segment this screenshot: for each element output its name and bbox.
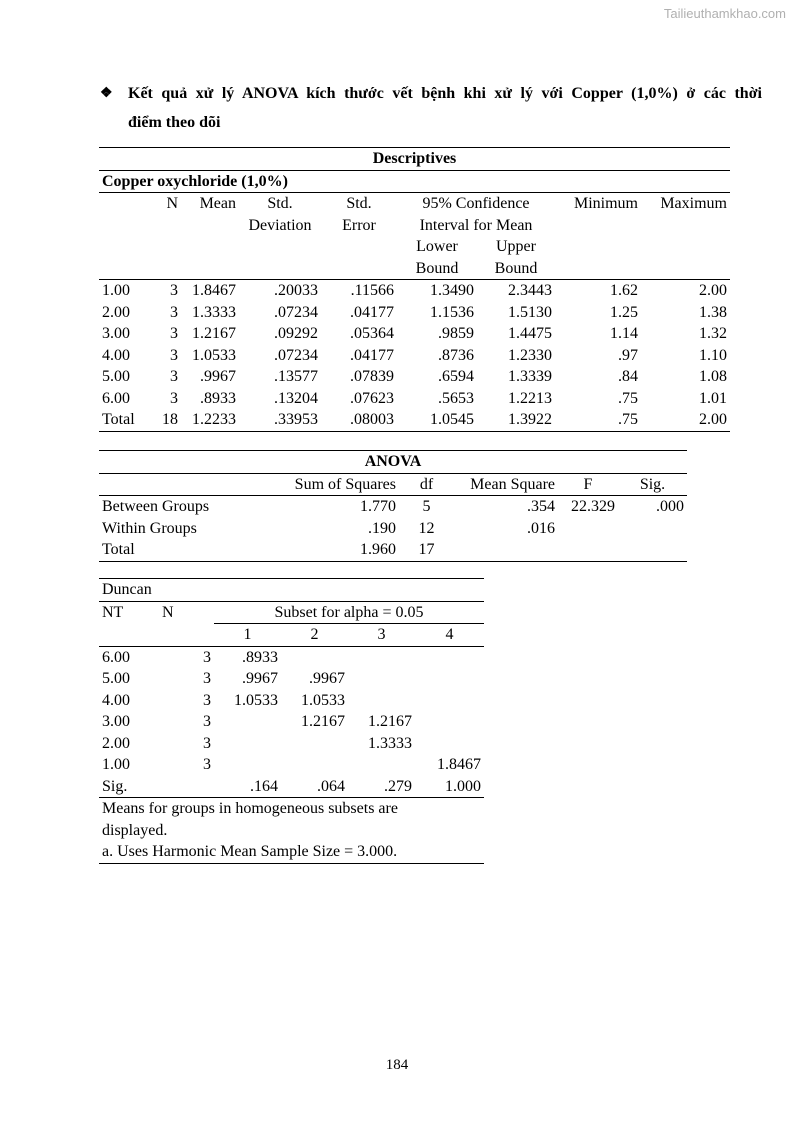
descriptives-cell-label: 5.00 — [102, 368, 130, 385]
descriptives-cell-min: .75 — [555, 409, 641, 431]
duncan-title: Duncan — [99, 579, 484, 602]
anova-cell-label: Between Groups — [102, 498, 210, 515]
descriptives-cell-upper: 1.5130 — [508, 303, 552, 321]
anova-row — [99, 496, 687, 518]
anova-cell-sig: .000 — [656, 498, 684, 515]
diamond-bullet-icon: ❖ — [100, 86, 113, 101]
duncan-cell-s4: 1.8467 — [437, 756, 481, 773]
descriptives-cell-max: 1.38 — [699, 303, 727, 321]
header-df: df — [399, 473, 454, 496]
descriptives-cell-n: 3 — [170, 303, 178, 321]
duncan-cell-s1 — [214, 733, 281, 755]
duncan-cell-s3: 1.2167 — [368, 713, 412, 730]
duncan-cell-n: 3 — [203, 691, 211, 709]
descriptives-cell-max: 1.10 — [699, 346, 727, 364]
anova-cell-f — [558, 539, 618, 561]
anova-row — [99, 539, 687, 561]
header-nt: NT — [102, 603, 124, 621]
watermark: Tailieuthamkhao.com — [663, 6, 786, 21]
descriptives-cell-mean: 1.2167 — [192, 325, 236, 342]
duncan-table — [99, 578, 484, 864]
duncan-row — [99, 646, 484, 668]
header-ci-2: Interval for Mean — [419, 216, 533, 234]
descriptives-cell-se: .04177 — [350, 303, 394, 321]
descriptives-cell-mean: .8933 — [200, 389, 236, 407]
descriptives-subtitle: Copper oxychloride (1,0%) — [99, 170, 730, 193]
descriptives-cell-min: .97 — [618, 346, 638, 364]
duncan-cell-s3 — [348, 668, 415, 690]
header-subset-2: 2 — [281, 624, 348, 647]
descriptives-row — [99, 345, 730, 367]
duncan-cell-s2 — [281, 646, 348, 668]
descriptives-cell-mean: 1.3333 — [192, 303, 236, 321]
header-sum-squares: Sum of Squares — [269, 473, 399, 496]
descriptives-cell-max: 2.00 — [641, 409, 730, 431]
header-f: F — [558, 473, 618, 496]
anova-cell-ms — [454, 539, 558, 561]
duncan-cell-nt: 1.00 — [102, 756, 130, 773]
header-sig: Sig. — [618, 473, 687, 496]
descriptives-cell-label: 4.00 — [102, 346, 130, 364]
descriptives-cell-se: .11566 — [350, 282, 394, 299]
descriptives-cell-sd: .33953 — [239, 409, 321, 431]
duncan-row — [99, 690, 484, 712]
descriptives-cell-label: Total — [99, 409, 155, 431]
descriptives-cell-mean: .9967 — [200, 368, 236, 385]
duncan-cell-s3 — [348, 646, 415, 668]
duncan-cell-s4 — [415, 733, 484, 755]
anova-cell-df: 17 — [399, 539, 454, 561]
duncan-row — [99, 733, 484, 755]
descriptives-row — [99, 323, 730, 345]
header-max: Maximum — [660, 195, 727, 212]
duncan-cell-s1: 1.0533 — [234, 691, 278, 709]
sig-label: Sig. — [99, 776, 159, 798]
duncan-cell-s1 — [214, 711, 281, 733]
descriptives-cell-lower: .9859 — [438, 325, 474, 342]
header-std-dev-2: Deviation — [248, 216, 312, 234]
anova-cell-ms: .016 — [527, 519, 555, 537]
duncan-cell-s4 — [415, 690, 484, 712]
descriptives-cell-upper: 2.3443 — [508, 282, 552, 299]
descriptives-cell-mean: 1.2233 — [181, 409, 239, 431]
header-subset-1: 1 — [214, 624, 281, 647]
descriptives-cell-lower: 1.0545 — [397, 409, 477, 431]
duncan-cell-s2: 1.2167 — [301, 713, 345, 730]
descriptives-cell-min: 1.14 — [610, 325, 638, 342]
descriptives-cell-mean: 1.0533 — [192, 346, 236, 364]
duncan-row — [99, 711, 484, 733]
descriptives-cell-lower: 1.1536 — [430, 303, 474, 321]
descriptives-row — [99, 388, 730, 410]
descriptives-cell-min: 1.62 — [610, 282, 638, 299]
duncan-cell-n: 3 — [203, 734, 211, 752]
anova-cell-ss: .190 — [368, 519, 396, 537]
descriptives-table — [99, 147, 730, 432]
header-lower: Lower — [416, 238, 458, 255]
duncan-cell-s3 — [348, 690, 415, 712]
descriptives-row — [99, 280, 730, 302]
duncan-footnote-3: a. Uses Harmonic Mean Sample Size = 3.000. — [99, 841, 484, 863]
duncan-cell-s1: .8933 — [242, 648, 278, 666]
descriptives-cell-n: 3 — [170, 325, 178, 342]
page-number: 184 — [385, 1057, 409, 1073]
sig-value-3: .279 — [348, 776, 415, 798]
header-mean-square: Mean Square — [454, 473, 558, 496]
descriptives-cell-n: 3 — [170, 282, 178, 299]
descriptives-cell-max: 1.08 — [699, 368, 727, 385]
descriptives-cell-label: 2.00 — [102, 303, 130, 321]
duncan-cell-s2 — [281, 733, 348, 755]
descriptives-cell-upper: 1.3922 — [477, 409, 555, 431]
descriptives-cell-sd: .07234 — [274, 346, 318, 364]
header-n: N — [166, 195, 178, 212]
duncan-cell-s1: .9967 — [242, 670, 278, 687]
descriptives-cell-se: .08003 — [321, 409, 397, 431]
descriptives-cell-upper: 1.3339 — [508, 368, 552, 385]
header-duncan-n: N — [162, 603, 174, 621]
descriptives-cell-label: 3.00 — [102, 325, 130, 342]
duncan-footnote-2: displayed. — [102, 821, 168, 839]
descriptives-cell-label: 1.00 — [102, 282, 130, 299]
anova-cell-f: 22.329 — [571, 498, 615, 515]
duncan-cell-s2 — [281, 754, 348, 776]
duncan-cell-s4 — [415, 711, 484, 733]
descriptives-cell-n: 18 — [155, 409, 181, 431]
duncan-cell-s4 — [415, 646, 484, 668]
anova-cell-sig — [618, 518, 687, 540]
descriptives-cell-se: .07839 — [350, 368, 394, 385]
anova-cell-df: 12 — [418, 519, 435, 537]
descriptives-cell-se: .04177 — [350, 346, 394, 364]
descriptives-cell-lower: .6594 — [438, 368, 474, 385]
sig-value-2: .064 — [281, 776, 348, 798]
duncan-cell-nt: 6.00 — [102, 648, 130, 666]
header-std-err-2: Error — [342, 216, 376, 234]
sig-value-4: 1.000 — [415, 776, 484, 798]
duncan-cell-s1 — [214, 754, 281, 776]
header-std-dev: Std. — [267, 195, 293, 212]
descriptives-cell-lower: .5653 — [438, 389, 474, 407]
duncan-cell-s3 — [348, 754, 415, 776]
duncan-cell-nt: 4.00 — [102, 691, 130, 709]
descriptives-cell-max: 1.01 — [699, 389, 727, 407]
header-subset: Subset for alpha = 0.05 — [214, 601, 484, 624]
anova-cell-ss: 1.770 — [360, 498, 396, 515]
anova-cell-ss: 1.960 — [269, 539, 399, 561]
descriptives-cell-se: .05364 — [350, 325, 394, 342]
header-upper: Upper — [496, 238, 536, 255]
anova-cell-ms: .354 — [527, 498, 555, 515]
descriptives-cell-upper: 1.4475 — [508, 325, 552, 342]
header-subset-4: 4 — [415, 624, 484, 647]
duncan-cell-s3: 1.3333 — [368, 734, 412, 752]
descriptives-cell-max: 2.00 — [699, 282, 727, 299]
descriptives-row — [99, 366, 730, 388]
descriptives-cell-max: 1.32 — [699, 325, 727, 342]
duncan-footnote-1: Means for groups in homogeneous subsets are — [102, 800, 398, 817]
descriptives-cell-min: 1.25 — [610, 303, 638, 321]
header-mean: Mean — [199, 195, 236, 212]
anova-cell-f — [558, 518, 618, 540]
descriptives-cell-lower: .8736 — [438, 346, 474, 364]
anova-row — [99, 518, 687, 540]
duncan-cell-nt: 3.00 — [102, 713, 130, 730]
heading-line-1: Kết quả xử lý ANOVA kích thước vết bệnh khi xử lý với Copper (1,0%) ở các thời — [128, 85, 762, 102]
descriptives-cell-sd: .13204 — [274, 389, 318, 407]
descriptives-cell-label: 6.00 — [102, 389, 130, 407]
descriptives-cell-lower: 1.3490 — [430, 282, 474, 299]
descriptives-cell-n: 3 — [170, 389, 178, 407]
anova-cell-label: Within Groups — [102, 519, 197, 537]
duncan-cell-s4 — [415, 668, 484, 690]
header-lower-2: Bound — [397, 258, 477, 280]
descriptives-cell-sd: .07234 — [274, 303, 318, 321]
header-std-err: Std. — [346, 195, 372, 212]
duncan-cell-s2: .9967 — [309, 670, 345, 687]
descriptives-row — [99, 409, 730, 431]
descriptives-cell-sd: .13577 — [274, 368, 318, 385]
duncan-cell-n: 3 — [203, 713, 211, 730]
descriptives-cell-sd: .09292 — [274, 325, 318, 342]
header-subset-3: 3 — [348, 624, 415, 647]
duncan-cell-s2: 1.0533 — [301, 691, 345, 709]
duncan-cell-n: 3 — [203, 756, 211, 773]
descriptives-cell-min: .84 — [618, 368, 638, 385]
anova-cell-sig — [618, 539, 687, 561]
descriptives-cell-min: .75 — [618, 389, 638, 407]
anova-cell-df: 5 — [422, 498, 431, 515]
descriptives-cell-sd: .20033 — [274, 282, 318, 299]
descriptives-cell-n: 3 — [170, 368, 178, 385]
header-min: Minimum — [573, 195, 638, 212]
descriptives-row — [99, 302, 730, 324]
duncan-row — [99, 754, 484, 776]
descriptives-title: Descriptives — [99, 148, 730, 171]
header-ci: 95% Confidence — [422, 195, 530, 212]
duncan-cell-nt: 5.00 — [102, 670, 130, 687]
descriptives-cell-n: 3 — [170, 346, 178, 364]
descriptives-cell-upper: 1.2330 — [508, 346, 552, 364]
anova-cell-label: Total — [99, 539, 269, 561]
duncan-cell-nt: 2.00 — [102, 734, 130, 752]
header-upper-2: Bound — [477, 258, 555, 280]
descriptives-cell-upper: 1.2213 — [508, 389, 552, 407]
duncan-cell-n: 3 — [203, 648, 211, 666]
descriptives-cell-se: .07623 — [350, 389, 394, 407]
anova-title: ANOVA — [99, 451, 687, 474]
duncan-row — [99, 668, 484, 690]
heading-line-2: điểm theo dõi — [128, 114, 221, 131]
sig-value-1: .164 — [214, 776, 281, 798]
duncan-cell-n: 3 — [203, 670, 211, 687]
anova-table — [99, 450, 687, 562]
descriptives-cell-mean: 1.8467 — [192, 282, 236, 299]
